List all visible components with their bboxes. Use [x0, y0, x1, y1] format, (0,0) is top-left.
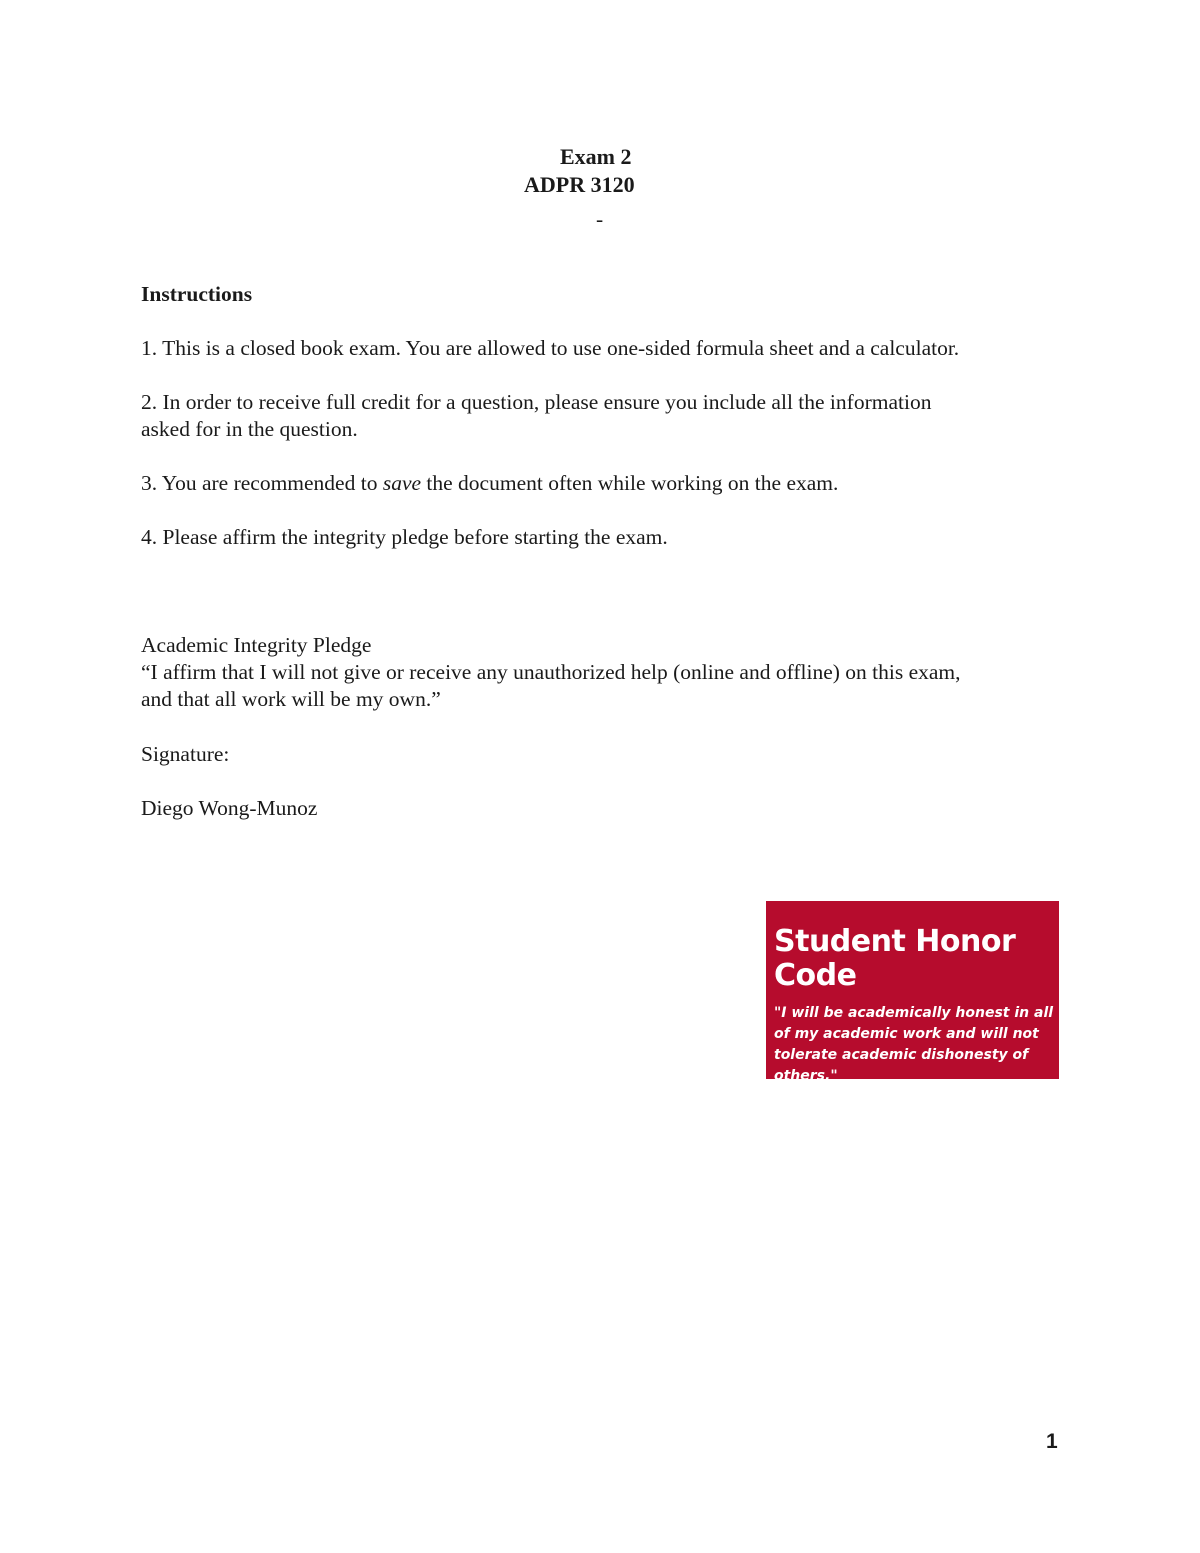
honor-code-title-line-1: Student Honor	[774, 924, 1016, 959]
pledge-line-1: “I affirm that I will not give or receive any unauthorized help (online and offline) on this exam,	[141, 660, 961, 684]
header-dash: -	[596, 207, 604, 231]
page-number: 1	[1046, 1430, 1058, 1453]
instructions-heading: Instructions	[141, 282, 253, 306]
course-code: ADPR 3120	[524, 172, 635, 197]
signature-label: Signature:	[141, 742, 230, 766]
honor-code-quote: "I will be academically honest in all of my academic work and will not tolerate academic dishonesty of others."	[774, 1005, 1054, 1084]
instruction-item-3	[141, 470, 838, 497]
pledge-line-2: and that all work will be my own.”	[141, 687, 441, 711]
instruction-item-2-line-2: asked for in the question.	[141, 417, 358, 441]
pledge-heading: Academic Integrity Pledge	[141, 633, 372, 657]
honor-code-title-line-2: Code	[774, 958, 857, 993]
honor-code-title	[774, 925, 1015, 993]
instruction-item-3-prefix: 3. You are recommended to	[141, 471, 383, 495]
instruction-item-3-suffix: the document often while working on the exam.	[421, 471, 839, 495]
instruction-item-3-emphasis: save	[382, 471, 422, 495]
instruction-item-4: 4. Please affirm the integrity pledge before starting the exam.	[141, 525, 668, 549]
instruction-item-1: 1. This is a closed book exam. You are allowed to use one-sided formula sheet and a calculator.	[141, 336, 960, 360]
exam-title: Exam 2	[560, 144, 632, 169]
honor-code-banner	[766, 901, 1059, 1084]
instruction-item-2-line-1: 2. In order to receive full credit for a question, please ensure you include all the information	[141, 390, 932, 414]
signature-name: Diego Wong-Munoz	[141, 796, 318, 820]
